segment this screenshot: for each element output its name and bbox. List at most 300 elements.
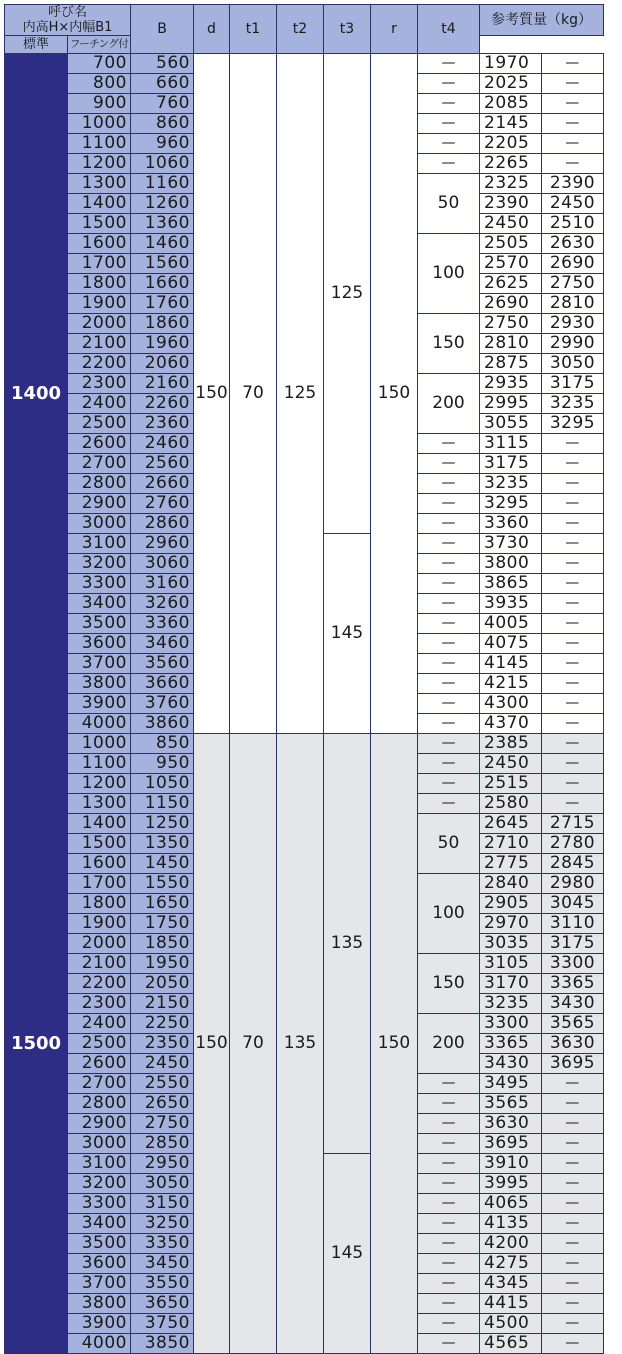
width-b: 2960 [131,534,194,554]
inner-width-b1: 3000 [68,1134,131,1154]
width-b: 2160 [131,374,194,394]
inner-width-b1: 3600 [68,634,131,654]
dim-t4: 150 [418,954,480,1014]
width-b: 2760 [131,494,194,514]
width-b: 2260 [131,394,194,414]
mass-footing: — [542,454,604,474]
table-header [5,5,604,54]
mass-standard: 3935 [480,594,542,614]
mass-footing: — [542,1114,604,1134]
width-b: 1160 [131,174,194,194]
mass-standard: 4300 [480,694,542,714]
inner-width-b1: 3100 [68,534,131,554]
dim-t4: — [418,614,480,634]
dim-t4: — [418,734,480,754]
mass-footing: 2630 [542,234,604,254]
mass-standard: 3295 [480,494,542,514]
mass-standard: 2645 [480,814,542,834]
mass-footing: — [542,154,604,174]
header-nominal-name [5,5,131,36]
mass-standard: 2450 [480,754,542,774]
mass-footing: — [542,1314,604,1334]
mass-footing: 2845 [542,854,604,874]
dim-t4: 200 [418,374,480,434]
mass-standard: 2515 [480,774,542,794]
inner-width-b1: 3000 [68,514,131,534]
mass-standard: 3175 [480,454,542,474]
mass-footing: 2780 [542,834,604,854]
dim-t4: — [418,1094,480,1114]
dim-t4: — [418,1074,480,1094]
dim-t1: 70 [230,734,277,1354]
inner-width-b1: 2100 [68,954,131,974]
dim-d: 150 [194,54,230,734]
mass-footing: 3695 [542,1054,604,1074]
dim-t4: — [418,794,480,814]
width-b: 3160 [131,574,194,594]
mass-standard: 4005 [480,614,542,634]
width-b: 2350 [131,1034,194,1054]
width-b: 1350 [131,834,194,854]
mass-standard: 2875 [480,354,542,374]
mass-standard: 2085 [480,94,542,114]
width-b: 1950 [131,954,194,974]
mass-standard: 4565 [480,1334,542,1354]
mass-standard: 3235 [480,994,542,1014]
width-b: 1660 [131,274,194,294]
mass-standard: 3170 [480,974,542,994]
mass-standard: 3035 [480,934,542,954]
inner-width-b1: 4000 [68,714,131,734]
mass-standard: 2840 [480,874,542,894]
mass-standard: 3105 [480,954,542,974]
width-b: 2360 [131,414,194,434]
inner-width-b1: 2200 [68,974,131,994]
width-b: 1860 [131,314,194,334]
inner-width-b1: 2100 [68,334,131,354]
mass-standard: 3360 [480,514,542,534]
mass-footing: — [542,1274,604,1294]
dim-t4: — [418,694,480,714]
table-body [5,54,604,1354]
inner-width-b1: 1700 [68,874,131,894]
mass-footing: 3365 [542,974,604,994]
mass-standard: 4200 [480,1234,542,1254]
width-b: 2050 [131,974,194,994]
width-b: 960 [131,134,194,154]
table-row [5,734,604,754]
mass-footing: 2390 [542,174,604,194]
mass-footing: — [542,434,604,454]
inner-width-b1: 1100 [68,754,131,774]
mass-footing: — [542,1214,604,1234]
table-row [5,54,604,74]
mass-standard: 2995 [480,394,542,414]
mass-footing: — [542,114,604,134]
width-b: 3150 [131,1194,194,1214]
width-b: 760 [131,94,194,114]
width-b: 2560 [131,454,194,474]
header-t1: t1 [230,5,277,54]
mass-footing: 3110 [542,914,604,934]
mass-standard: 4215 [480,674,542,694]
inner-width-b1: 1800 [68,274,131,294]
width-b: 1460 [131,234,194,254]
mass-standard: 4415 [480,1294,542,1314]
inner-width-b1: 1400 [68,814,131,834]
mass-standard: 3365 [480,1034,542,1054]
width-b: 3750 [131,1314,194,1334]
mass-footing: 3300 [542,954,604,974]
dim-t4: 200 [418,1014,480,1074]
width-b: 2860 [131,514,194,534]
dim-t4: — [418,554,480,574]
mass-footing: — [542,614,604,634]
inner-width-b1: 2800 [68,1094,131,1114]
dim-t4: — [418,1134,480,1154]
mass-footing: — [542,634,604,654]
width-b: 1050 [131,774,194,794]
width-b: 2660 [131,474,194,494]
mass-standard: 2810 [480,334,542,354]
inner-width-b1: 1300 [68,174,131,194]
width-b: 1750 [131,914,194,934]
width-b: 3850 [131,1334,194,1354]
dim-t4: — [418,114,480,134]
inner-width-b1: 2900 [68,494,131,514]
inner-width-b1: 1200 [68,154,131,174]
dim-t3: 125 [324,54,371,534]
width-b: 1260 [131,194,194,214]
dim-t4: — [418,1314,480,1334]
width-b: 3660 [131,674,194,694]
mass-standard: 3055 [480,414,542,434]
mass-standard: 2205 [480,134,542,154]
width-b: 3450 [131,1254,194,1274]
inner-width-b1: 3500 [68,614,131,634]
width-b: 1150 [131,794,194,814]
mass-footing: — [542,1094,604,1114]
inner-width-b1: 2500 [68,1034,131,1054]
mass-footing: 3630 [542,1034,604,1054]
mass-standard: 2970 [480,914,542,934]
header-t4: t4 [418,5,480,54]
mass-standard: 3235 [480,474,542,494]
mass-standard: 3695 [480,1134,542,1154]
mass-footing: 2980 [542,874,604,894]
inner-width-b1: 3700 [68,654,131,674]
width-b: 3650 [131,1294,194,1314]
inner-width-b1: 3400 [68,594,131,614]
width-b: 2950 [131,1154,194,1174]
dim-t4: — [418,454,480,474]
dim-t4: — [418,754,480,774]
dim-r: 150 [371,54,418,734]
inner-width-b1: 3900 [68,694,131,714]
dim-t4: — [418,774,480,794]
mass-footing: 3565 [542,1014,604,1034]
dim-t4: — [418,674,480,694]
inner-width-b1: 1500 [68,834,131,854]
dim-t4: — [418,154,480,174]
mass-footing: 2810 [542,294,604,314]
dim-t4: — [418,54,480,74]
inner-width-b1: 2600 [68,1054,131,1074]
dim-t4: 100 [418,874,480,954]
mass-footing: — [542,774,604,794]
inner-width-b1: 700 [68,54,131,74]
inner-width-b1: 2900 [68,1114,131,1134]
mass-footing: — [542,694,604,714]
width-b: 3260 [131,594,194,614]
width-b: 3860 [131,714,194,734]
header-nominal-top: 呼び名 [47,5,87,20]
dim-t3: 135 [324,734,371,1154]
width-b: 1560 [131,254,194,274]
dim-t2: 125 [277,54,324,734]
width-b: 3460 [131,634,194,654]
width-b: 2750 [131,1114,194,1134]
inner-width-b1: 800 [68,74,131,94]
inner-width-b1: 2400 [68,1014,131,1034]
header-t2: t2 [277,5,324,54]
mass-footing: — [542,654,604,674]
width-b: 1250 [131,814,194,834]
mass-footing: — [542,1074,604,1094]
header-standard: 標準 [5,36,68,54]
mass-standard: 2570 [480,254,542,274]
width-b: 2650 [131,1094,194,1114]
mass-standard: 3495 [480,1074,542,1094]
mass-footing: 3175 [542,934,604,954]
width-b: 660 [131,74,194,94]
inner-width-b1: 1300 [68,794,131,814]
mass-standard: 2505 [480,234,542,254]
mass-standard: 4075 [480,634,542,654]
mass-standard: 2265 [480,154,542,174]
dim-t3: 145 [324,1154,371,1354]
dim-t3: 145 [324,534,371,734]
mass-footing: 2715 [542,814,604,834]
width-b: 3050 [131,1174,194,1194]
mass-standard: 4370 [480,714,542,734]
dim-t4: — [418,1334,480,1354]
width-b: 2250 [131,1014,194,1034]
inner-width-b1: 3400 [68,1214,131,1234]
width-b: 3360 [131,614,194,634]
mass-footing: 2750 [542,274,604,294]
header-b: B [131,5,194,54]
inner-width-b1: 1400 [68,194,131,214]
mass-footing: 3235 [542,394,604,414]
mass-standard: 3300 [480,1014,542,1034]
mass-footing: 2690 [542,254,604,274]
inner-width-b1: 3300 [68,1194,131,1214]
inner-width-b1: 3300 [68,574,131,594]
mass-standard: 4275 [480,1254,542,1274]
dim-t4: — [418,1194,480,1214]
dim-t4: — [418,1254,480,1274]
mass-footing: — [542,534,604,554]
mass-standard: 2325 [480,174,542,194]
mass-footing: — [542,1194,604,1214]
inner-width-b1: 2000 [68,934,131,954]
dim-t4: — [418,1154,480,1174]
inner-width-b1: 1000 [68,114,131,134]
width-b: 1450 [131,854,194,874]
inner-width-b1: 1900 [68,294,131,314]
inner-width-b1: 1200 [68,774,131,794]
width-b: 560 [131,54,194,74]
width-b: 860 [131,114,194,134]
mass-footing: — [542,1334,604,1354]
mass-standard: 2905 [480,894,542,914]
dim-t2: 135 [277,734,324,1354]
dimension-table [4,4,604,1354]
mass-footing: 2510 [542,214,604,234]
width-b: 850 [131,734,194,754]
mass-standard: 2750 [480,314,542,334]
inner-width-b1: 1900 [68,914,131,934]
mass-footing: — [542,1174,604,1194]
dim-t1: 70 [230,54,277,734]
dim-t4: — [418,514,480,534]
inner-width-b1: 900 [68,94,131,114]
dim-t4: — [418,534,480,554]
inner-width-b1: 1100 [68,134,131,154]
mass-footing: — [542,474,604,494]
mass-standard: 4345 [480,1274,542,1294]
mass-standard: 2390 [480,194,542,214]
mass-standard: 4135 [480,1214,542,1234]
group-height-label: 1400 [5,54,68,734]
group-height-label: 1500 [5,734,68,1354]
width-b: 3250 [131,1214,194,1234]
dim-t4: — [418,574,480,594]
inner-width-b1: 2300 [68,994,131,1014]
width-b: 3550 [131,1274,194,1294]
mass-standard: 3800 [480,554,542,574]
header-d: d [194,5,230,54]
width-b: 2850 [131,1134,194,1154]
inner-width-b1: 2800 [68,474,131,494]
dim-t4: — [418,1114,480,1134]
inner-width-b1: 2600 [68,434,131,454]
width-b: 1360 [131,214,194,234]
width-b: 1760 [131,294,194,314]
dim-t4: 50 [418,174,480,234]
mass-footing: — [542,1234,604,1254]
inner-width-b1: 1500 [68,214,131,234]
inner-width-b1: 3800 [68,674,131,694]
inner-width-b1: 2700 [68,454,131,474]
inner-width-b1: 1600 [68,854,131,874]
mass-standard: 1970 [480,54,542,74]
mass-footing: — [542,54,604,74]
inner-width-b1: 2500 [68,414,131,434]
mass-footing: 3430 [542,994,604,1014]
mass-standard: 2935 [480,374,542,394]
width-b: 1550 [131,874,194,894]
width-b: 2460 [131,434,194,454]
dim-t4: — [418,594,480,614]
mass-footing: — [542,554,604,574]
mass-standard: 2775 [480,854,542,874]
width-b: 3060 [131,554,194,574]
mass-footing: 3295 [542,414,604,434]
inner-width-b1: 2400 [68,394,131,414]
dim-t4: — [418,1234,480,1254]
width-b: 2450 [131,1054,194,1074]
dim-t4: — [418,474,480,494]
dim-t4: — [418,634,480,654]
width-b: 2060 [131,354,194,374]
width-b: 2150 [131,994,194,1014]
mass-standard: 3865 [480,574,542,594]
inner-width-b1: 3500 [68,1234,131,1254]
mass-standard: 2025 [480,74,542,94]
inner-width-b1: 1600 [68,234,131,254]
width-b: 1060 [131,154,194,174]
dim-t4: — [418,94,480,114]
dim-t4: — [418,1274,480,1294]
mass-footing: 3045 [542,894,604,914]
inner-width-b1: 2000 [68,314,131,334]
dim-t4: 100 [418,234,480,314]
mass-footing: — [542,734,604,754]
inner-width-b1: 3800 [68,1294,131,1314]
width-b: 1850 [131,934,194,954]
inner-width-b1: 1700 [68,254,131,274]
mass-footing: 3175 [542,374,604,394]
mass-standard: 3995 [480,1174,542,1194]
mass-footing: — [542,754,604,774]
dim-t4: 50 [418,814,480,874]
inner-width-b1: 3700 [68,1274,131,1294]
width-b: 2550 [131,1074,194,1094]
mass-footing: — [542,134,604,154]
mass-standard: 2385 [480,734,542,754]
dim-t4: — [418,1214,480,1234]
mass-footing: 2930 [542,314,604,334]
header-footing: フーチング付 [68,36,131,54]
mass-footing: — [542,574,604,594]
mass-standard: 3630 [480,1114,542,1134]
inner-width-b1: 2700 [68,1074,131,1094]
inner-width-b1: 2300 [68,374,131,394]
inner-width-b1: 3900 [68,1314,131,1334]
inner-width-b1: 1000 [68,734,131,754]
mass-standard: 3730 [480,534,542,554]
mass-standard: 2625 [480,274,542,294]
mass-standard: 4065 [480,1194,542,1214]
inner-width-b1: 3100 [68,1154,131,1174]
mass-footing: — [542,1294,604,1314]
mass-standard: 3910 [480,1154,542,1174]
inner-width-b1: 2200 [68,354,131,374]
mass-footing: — [542,1134,604,1154]
width-b: 1960 [131,334,194,354]
dim-t4: — [418,494,480,514]
mass-footing: 2990 [542,334,604,354]
width-b: 3560 [131,654,194,674]
dim-t4: — [418,434,480,454]
width-b: 3760 [131,694,194,714]
dim-t4: — [418,134,480,154]
dim-t4: — [418,654,480,674]
mass-footing: — [542,714,604,734]
mass-footing: — [542,1254,604,1274]
